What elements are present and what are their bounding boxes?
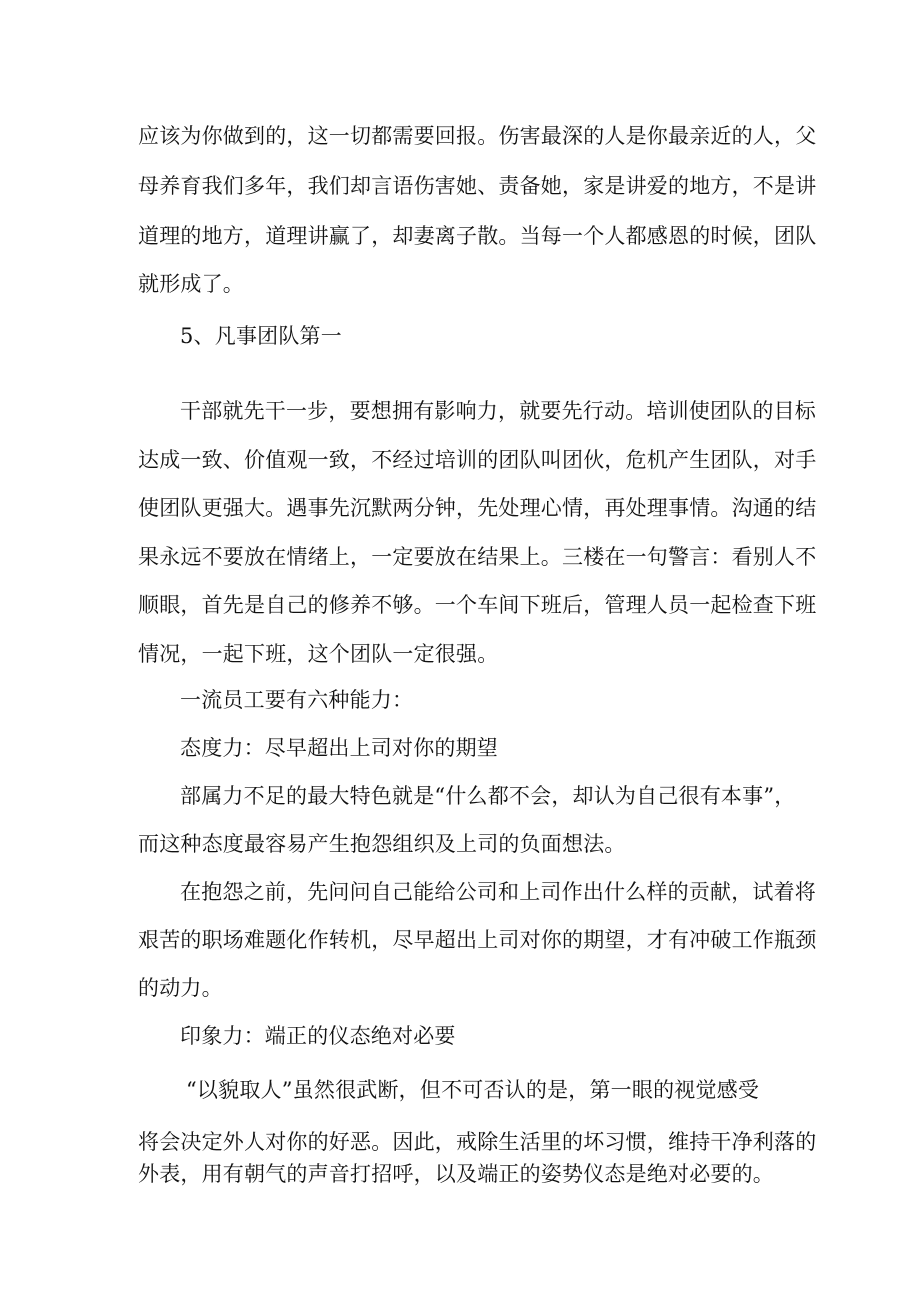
paragraph-line: 外表，用有朝气的声音打招呼，以及端正的姿势仪态是绝对必要的。 bbox=[138, 1162, 774, 1186]
paragraph-line: 部属力不足的最大特色就是“什么都不会，却认为自己很有本事”， bbox=[180, 784, 796, 808]
paragraph-line: 果永远不要放在情绪上，一定要放在结果上。三楼在一句警言：看别人不 bbox=[138, 545, 817, 569]
paragraph-line: 母养育我们多年，我们却言语伤害她、责备她，家是讲爱的地方，不是讲 bbox=[138, 174, 817, 198]
subheading: 印象力：端正的仪态绝对必要 bbox=[180, 1024, 456, 1048]
subheading: 态度力：尽早超出上司对你的期望 bbox=[180, 736, 498, 760]
paragraph-line: 应该为你做到的，这一切都需要回报。伤害最深的人是你最亲近的人，父 bbox=[138, 124, 817, 148]
paragraph-line: 在抱怨之前，先问问自己能给公司和上司作出什么样的贡献，试着将 bbox=[180, 880, 816, 904]
paragraph-line: 达成一致、价值观一致，不经过培训的团队叫团伙，危机产生团队，对手 bbox=[138, 448, 817, 472]
paragraph-line: “以貌取人”虽然很武断，但不可否认的是，第一眼的视觉感受 bbox=[186, 1078, 760, 1102]
paragraph-line: 使团队更强大。遇事先沉默两分钟，先处理心情，再处理事情。沟通的结 bbox=[138, 496, 817, 520]
paragraph-line: 一流员工要有六种能力： bbox=[180, 688, 414, 712]
paragraph-line: 道理的地方，道理讲赢了，却妻离子散。当每一个人都感恩的时候，团队 bbox=[138, 224, 817, 248]
paragraph-line: 将会决定外人对你的好恶。因此，戒除生活里的坏习惯，维持干净利落的 bbox=[138, 1130, 817, 1154]
paragraph-line: 情况，一起下班，这个团队一定很强。 bbox=[138, 642, 499, 666]
paragraph-line: 而这种态度最容易产生抱怨组织及上司的负面想法。 bbox=[138, 832, 626, 856]
paragraph-line: 艰苦的职场难题化作转机，尽早超出上司对你的期望，才有冲破工作瓶颈 bbox=[138, 928, 817, 952]
paragraph-line: 就形成了。 bbox=[138, 272, 244, 296]
paragraph-line: 顺眼，首先是自己的修养不够。一个车间下班后，管理人员一起检查下班 bbox=[138, 593, 817, 617]
paragraph-line: 的动力。 bbox=[138, 976, 223, 1000]
section-heading: 5、凡事团队第一 bbox=[180, 324, 342, 348]
paragraph-line: 干部就先干一步，要想拥有影响力，就要先行动。培训使团队的目标 bbox=[180, 399, 816, 423]
